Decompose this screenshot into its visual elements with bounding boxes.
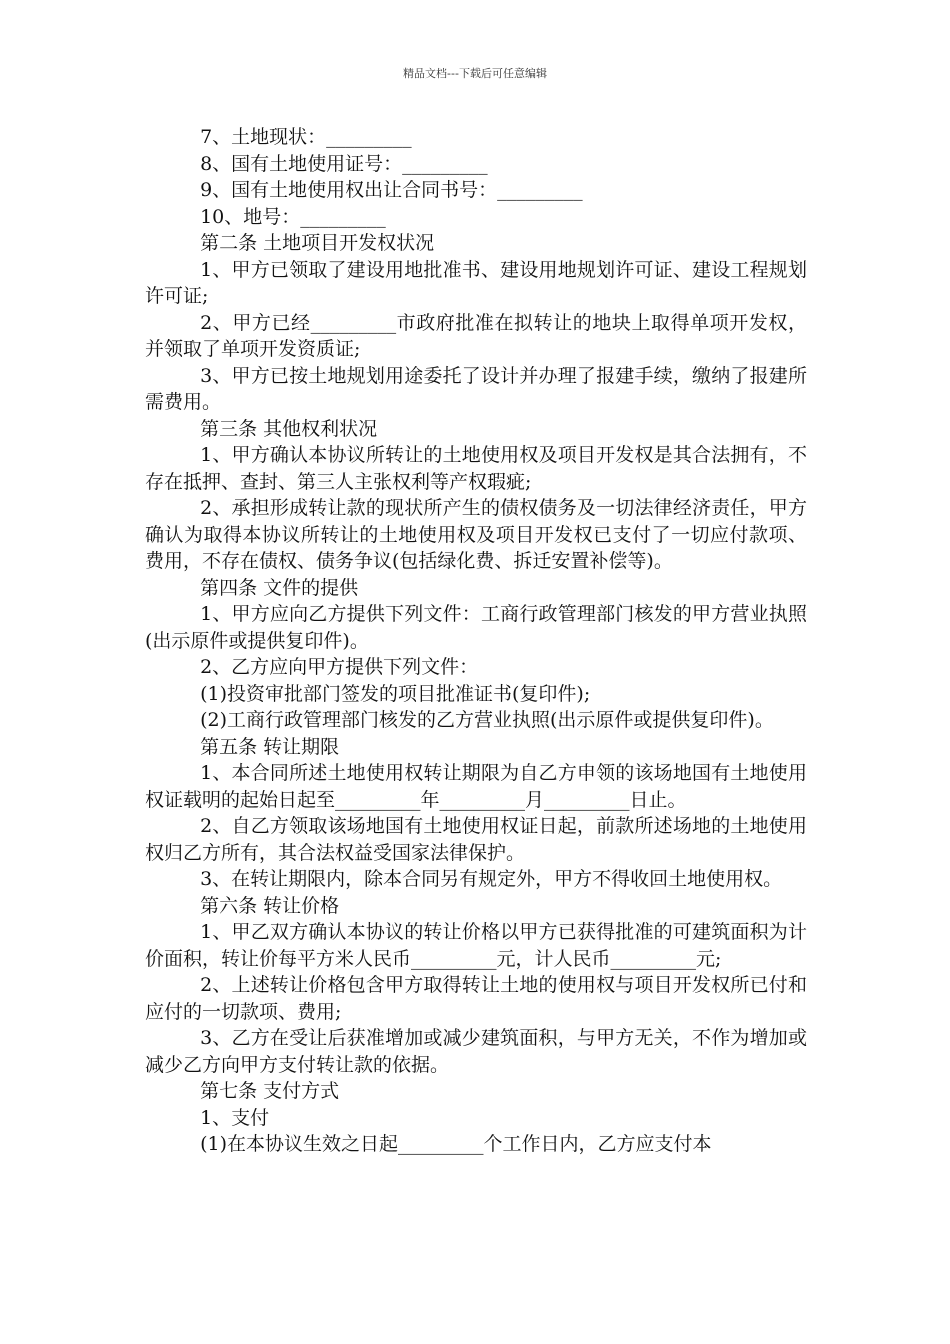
article-4-subitem-2: (2)工商行政管理部门核发的乙方营业执照(出示原件或提供复印件)。 [200,709,774,731]
clause-transfer-contract-no: 9、国有土地使用权出让合同书号：_________ [200,179,583,201]
article-2-item-3: 3、甲方已按土地规划用途委托了设计并办理了报建手续，缴纳了报建所需费用。 [145,364,807,413]
article-5-item-1: 1、本合同所述土地使用权转让期限为自乙方申领的该场地国有土地使用权证载明的起始日起至_________年_________月_________日止。 [145,762,807,811]
article-4-item-1: 1、甲方应向乙方提供下列文件：工商行政管理部门核发的甲方营业执照(出示原件或提供复印件)。 [145,603,807,652]
article-2-item-2: 2、甲方已经_________市政府批准在拟转让的地块上取得单项开发权，并领取了单项开发资质证; [145,311,807,360]
article-3-heading: 第三条 其他权利状况 [200,417,378,440]
article-6-item-3: 3、乙方在受让后获准增加或减少建筑面积，与甲方无关，不作为增加或减少乙方向甲方支付转让款的依据。 [145,1027,807,1076]
article-7-heading: 第七条 支付方式 [200,1080,340,1102]
article-5-heading: 第五条 转让期限 [200,735,340,758]
article-6-item-1: 1、甲乙双方确认本协议的转让价格以甲方已获得批准的可建筑面积为计价面积，转让价每平方米人民币_________元，计人民币_________元; [145,921,807,970]
clause-lot-no: 10、地号：_________ [200,205,386,228]
article-2-item-1: 1、甲方已领取了建设用地批准书、建设用地规划许可证、建设工程规划许可证; [145,258,807,307]
contract-body [145,124,807,1158]
article-7-subitem-1: (1)在本协议生效之日起_________个工作日内，乙方应支付本 [200,1133,712,1155]
article-4-item-2: 2、乙方应向甲方提供下列文件： [200,656,479,678]
article-4-heading: 第四条 文件的提供 [200,576,359,599]
article-3-item-1: 1、甲方确认本协议所转让的土地使用权及项目开发权是其合法拥有，不存在抵押、查封、第三人主张权利等产权瑕疵; [145,444,807,493]
clause-land-status: 7、土地现状：_________ [200,126,412,148]
clause-land-certificate-no: 8、国有土地使用证号：_________ [200,152,488,175]
article-2-heading: 第二条 土地项目开发权状况 [200,232,435,254]
article-7-item-1: 1、支付 [200,1106,270,1129]
article-6-item-2: 2、上述转让价格包含甲方取得转让土地的使用权与项目开发权所已付和应付的一切款项、费用; [145,974,807,1023]
article-6-heading: 第六条 转让价格 [200,894,340,917]
article-4-subitem-1: (1)投资审批部门签发的项目批准证书(复印件); [200,682,591,705]
article-5-item-2: 2、自乙方领取该场地国有土地使用权证日起，前款所述场地的土地使用权归乙方所有，其合法权益受国家法律保护。 [145,815,807,864]
article-5-item-3: 3、在转让期限内，除本合同另有规定外，甲方不得收回土地使用权。 [200,868,783,890]
page-header: 精品文档---下载后可任意编辑 [403,67,547,80]
article-3-item-2: 2、承担形成转让款的现状所产生的债权债务及一切法律经济责任，甲方确认为取得本协议所转让的土地使用权及项目开发权已支付了一切应付款项、费用，不存在债权、债务争议(包括绿化费、拆迁安置补偿等)。 [145,497,807,572]
